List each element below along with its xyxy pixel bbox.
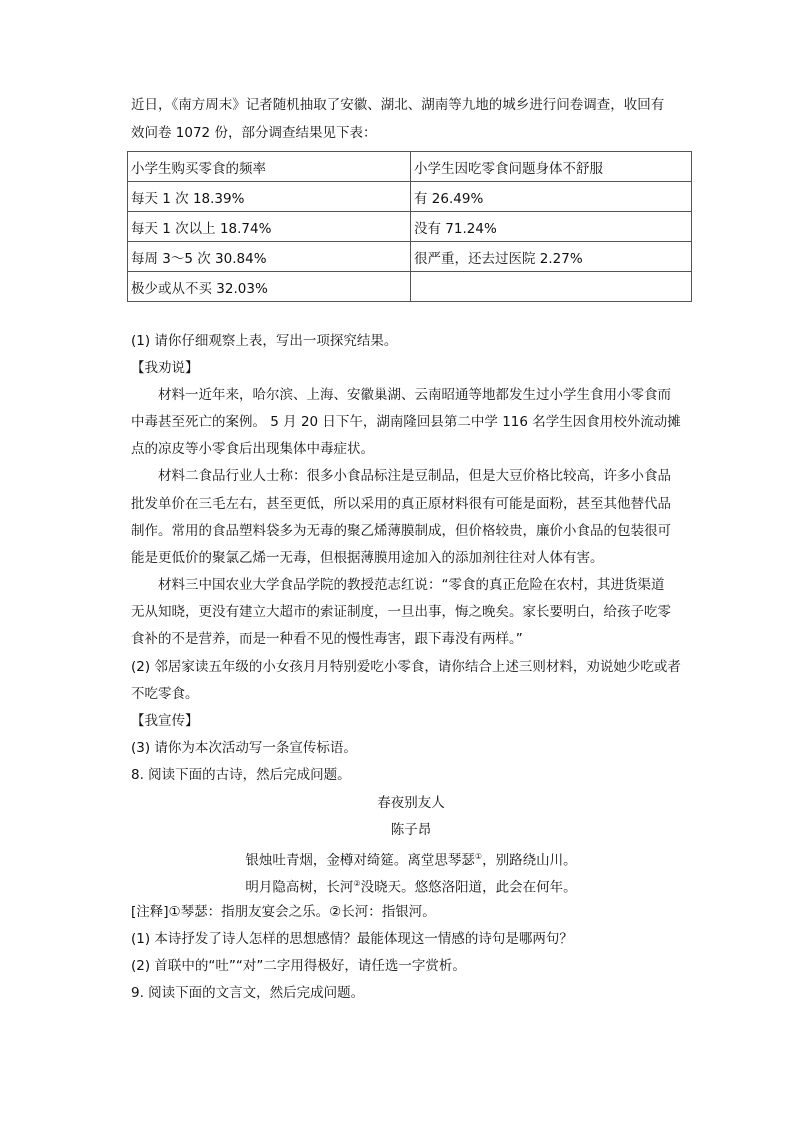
footnote-marker: ② (353, 879, 361, 888)
intro-line-2: 效问卷 1072 份，部分调查结果见下表： (131, 125, 377, 141)
table-row (128, 242, 692, 272)
material-3-line-1: 材料三中国农业大学食品学院的教授范志红说：“零食的真正危险在农村，其进货渠道 (158, 577, 665, 593)
question-3: (3) 请你为本次活动写一条宣传标语。 (131, 740, 357, 756)
poem-text: 明月隐高树，长河 (245, 879, 354, 896)
poem-note: [注释]①琴瑟：指朋友宴会之乐。②长河：指银河。 (131, 904, 436, 920)
question-1: (1) 请你仔细观察上表，写出一项探究结果。 (131, 333, 398, 349)
material-3-line-3: 食补的不是营养，而是一种看不见的慢性毒害，跟下毒没有两样。” (131, 631, 523, 647)
material-2-line-3: 制作。常用的食品塑料袋多为无毒的聚乙烯薄膜制成，但价格较贵，廉价小食品的包装很可 (131, 523, 671, 539)
material-3-line-2: 无从知晓，更没有建立大超市的索证制度，一旦出事，悔之晚矣。家长要明白，给孩子吃零 (131, 604, 671, 620)
table-cell: 每天 1 次 18.39% (128, 182, 411, 212)
table-row (128, 182, 692, 212)
table-cell (411, 272, 692, 302)
question-8-2: (2) 首联中的“吐”“对”二字用得极好，请任选一字赏析。 (131, 958, 466, 974)
poem-line-2 (131, 874, 691, 898)
table-cell: 有 26.49% (411, 182, 692, 212)
material-1-line-1: 材料一近年来，哈尔滨、上海、安徽巢湖、云南昭通等地都发生过小学生食用小零食而 (158, 387, 671, 403)
material-1-line-2: 中毒甚至死亡的案例。 5 月 20 日下午，湖南隆回县第二中学 116 名学生因食用校外流动摊 (131, 414, 681, 430)
poem-text: ，别路绕山川。 (482, 852, 577, 869)
table-header-cell: 小学生购买零食的频率 (128, 152, 411, 182)
question-8-1: (1) 本诗抒发了诗人怎样的思想感情？最能体现这一情感的诗句是哪两句？ (131, 931, 573, 947)
table-row (128, 212, 692, 242)
survey-table (127, 151, 692, 302)
poem-author: 陈子昂 (390, 822, 432, 838)
table-cell: 每周 3～5 次 30.84% (128, 242, 411, 272)
poem-title: 春夜别友人 (377, 795, 445, 811)
question-9: 9. 阅读下面的文言文，然后完成问题。 (131, 985, 365, 1001)
table-header-row (128, 152, 692, 182)
question-8: 8. 阅读下面的古诗，然后完成问题。 (131, 767, 351, 783)
table-row (128, 272, 692, 302)
poem-text: 银烛吐青烟，金樽对绮筵。离堂思琴瑟 (245, 852, 475, 869)
material-1-line-3: 点的凉皮等小零食后出现集体中毒症状。 (131, 441, 374, 457)
intro-line-1: 近日，《南方周末》记者随机抽取了安徽、湖北、湖南等九地的城乡进行问卷调查，收回有 (131, 97, 665, 113)
question-2-line-2: 不吃零食。 (131, 686, 199, 702)
table-cell: 很严重，还去过医院 2.27% (411, 242, 692, 272)
section-promote-heading: 【我宣传】 (131, 713, 199, 729)
material-2-line-4: 能是更低价的聚氯乙烯一无毒，但根据薄膜用途加入的添加剂往往对人体有害。 (131, 550, 604, 566)
question-2-line-1: (2) 邻居家读五年级的小女孩月月特别爱吃小零食，请你结合上述三则材料，劝说她少吃或者 (131, 659, 681, 675)
footnote-marker: ① (474, 852, 483, 861)
material-2-line-1: 材料二食品行业人士称：很多小食品标注是豆制品，但是大豆价格比较高，许多小食品 (158, 468, 671, 484)
section-persuade-heading: 【我劝说】 (131, 360, 199, 376)
table-cell: 没有 71.24% (411, 212, 692, 242)
material-2-line-2: 批发单价在三毛左右，甚至更低，所以采用的真正原材料很有可能是面粉，甚至其他替代品 (131, 496, 671, 512)
poem-line-1 (131, 847, 691, 871)
table-cell: 极少或从不买 32.03% (128, 272, 411, 302)
table-header-cell: 小学生因吃零食问题身体不舒服 (411, 152, 692, 182)
poem-text: 没晓天。悠悠洛阳道，此会在何年。 (360, 879, 577, 896)
table-cell: 每天 1 次以上 18.74% (128, 212, 411, 242)
